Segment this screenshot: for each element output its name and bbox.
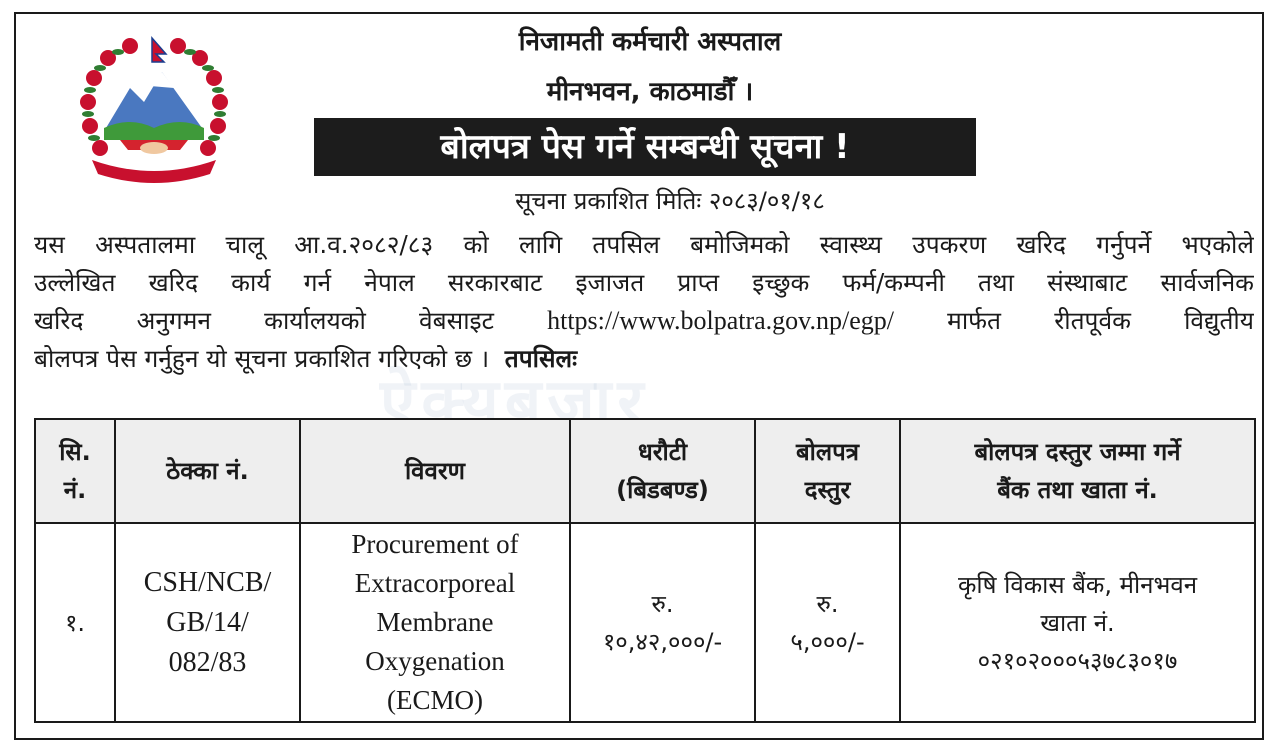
table-header-row	[35, 419, 1255, 523]
header-sn: सि. नं.	[35, 419, 115, 523]
body-line	[34, 302, 1254, 340]
header-bid-fee: बोलपत्र दस्तुर	[755, 419, 900, 523]
notice-title: बोलपत्र पेस गर्ने सम्बन्धी सूचना !	[314, 118, 976, 176]
hospital-location: मीनभवन, काठमाडौँ ।	[546, 77, 754, 107]
notice-body	[34, 226, 1254, 378]
header-description: विवरण	[300, 419, 570, 523]
cell-bank: कृषि विकास बैंक, मीनभवन खाता नं. ०२१०२०००५३७८३०१७	[900, 523, 1255, 722]
tender-table	[34, 418, 1256, 723]
body-line: उल्लेखित खरिद कार्य गर्न नेपाल सरकारबाट इजाजत प्राप्त इच्छुक फर्म/कम्पनी तथा संस्थाबाट सार्वजनिक	[34, 268, 1254, 297]
publish-date: सूचना प्रकाशित मितिः २०८३/०१/१८	[515, 187, 825, 215]
schedule-label: तपसिलः	[504, 344, 578, 373]
table-row	[35, 523, 1255, 722]
body-line: यस अस्पतालमा चालू आ.व.२०८२/८३ को लागि तपसिल बमोजिमको स्वास्थ्य उपकरण खरिद गर्नुपर्ने भएकोले	[34, 230, 1254, 259]
header-contract-no: ठेक्का नं.	[115, 419, 300, 523]
body-text: मार्फत रीतपूर्वक विद्युतीय	[947, 306, 1254, 335]
header-bank: बोलपत्र दस्तुर जम्मा गर्ने बैंक तथा खाता नं.	[900, 419, 1255, 523]
body-text: खरिद अनुगमन कार्यालयको वेबसाइट	[34, 306, 494, 335]
cell-contract-no: CSH/NCB/ GB/14/ 082/83	[115, 523, 300, 722]
header-bid-security: धरौटी (बिडबण्ड)	[570, 419, 755, 523]
hospital-name: निजामती कर्मचारी अस्पताल	[518, 27, 782, 57]
cell-sn: १.	[35, 523, 115, 722]
cell-description: Procurement of Extracorporeal Membrane Oxygenation (ECMO)	[300, 523, 570, 722]
cell-bid-security: रु. १०,४२,०००/-	[570, 523, 755, 722]
body-line	[34, 340, 1254, 378]
cell-bid-fee: रु. ५,०००/-	[755, 523, 900, 722]
body-text: बोलपत्र पेस गर्नुहुन यो सूचना प्रकाशित गरिएको छ ।	[34, 344, 490, 373]
bolpatra-link[interactable]: https://www.bolpatra.gov.np/egp/	[547, 306, 894, 335]
nepal-government-emblem-icon	[70, 32, 238, 192]
watermark: ऐक्यबजार	[380, 366, 650, 440]
